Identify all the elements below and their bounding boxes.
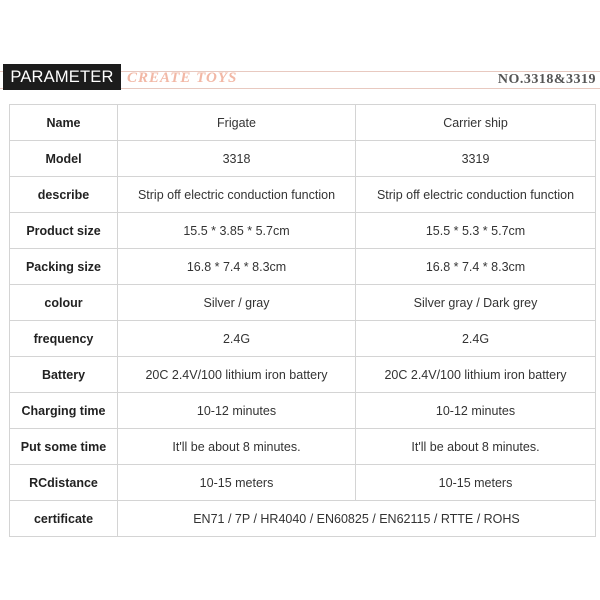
parameter-badge: PARAMETER xyxy=(3,64,121,90)
model-numbers: NO.3318&3319 xyxy=(497,72,596,87)
cell-carrier-ship: 20C 2.4V/100 lithium iron battery xyxy=(356,357,596,393)
cell-certificate-merged: EN71 / 7P / HR4040 / EN60825 / EN62115 / RTTE / ROHS xyxy=(118,501,596,537)
row-label: certificate xyxy=(10,501,118,537)
cell-carrier-ship: Carrier ship xyxy=(356,105,596,141)
cell-frigate: It'll be about 8 minutes. xyxy=(118,429,356,465)
cell-frigate: 3318 xyxy=(118,141,356,177)
row-label: Name xyxy=(10,105,118,141)
cell-carrier-ship: 15.5 * 5.3 * 5.7cm xyxy=(356,213,596,249)
row-label: Put some time xyxy=(10,429,118,465)
table-row-product-size xyxy=(10,213,596,249)
table-row-battery xyxy=(10,357,596,393)
row-label: describe xyxy=(10,177,118,213)
row-label: Model xyxy=(10,141,118,177)
row-label: RCdistance xyxy=(10,465,118,501)
cell-carrier-ship: 10-15 meters xyxy=(356,465,596,501)
cell-frigate: 10-15 meters xyxy=(118,465,356,501)
table-row-describe xyxy=(10,177,596,213)
cell-carrier-ship: 10-12 minutes xyxy=(356,393,596,429)
table-row-colour xyxy=(10,285,596,321)
table-row-packing-size xyxy=(10,249,596,285)
row-label: Product size xyxy=(10,213,118,249)
cell-carrier-ship: 16.8 * 7.4 * 8.3cm xyxy=(356,249,596,285)
cell-frigate: 2.4G xyxy=(118,321,356,357)
table-row-model xyxy=(10,141,596,177)
cell-carrier-ship: Strip off electric conduction function xyxy=(356,177,596,213)
brand-name: CREATE TOYS xyxy=(127,70,238,86)
cell-frigate: 20C 2.4V/100 lithium iron battery xyxy=(118,357,356,393)
row-label: frequency xyxy=(10,321,118,357)
table-row-charging-time xyxy=(10,393,596,429)
cell-frigate: 16.8 * 7.4 * 8.3cm xyxy=(118,249,356,285)
cell-carrier-ship: 2.4G xyxy=(356,321,596,357)
table-row-certificate xyxy=(10,501,596,537)
cell-carrier-ship: It'll be about 8 minutes. xyxy=(356,429,596,465)
parameter-table xyxy=(9,104,596,537)
table-row-put-some-time xyxy=(10,429,596,465)
cell-frigate: Silver / gray xyxy=(118,285,356,321)
row-label: Battery xyxy=(10,357,118,393)
row-label: Packing size xyxy=(10,249,118,285)
cell-frigate: 15.5 * 3.85 * 5.7cm xyxy=(118,213,356,249)
cell-carrier-ship: 3319 xyxy=(356,141,596,177)
cell-frigate: Frigate xyxy=(118,105,356,141)
table-row-frequency xyxy=(10,321,596,357)
row-label: colour xyxy=(10,285,118,321)
table-row-rc-distance xyxy=(10,465,596,501)
cell-frigate: Strip off electric conduction function xyxy=(118,177,356,213)
cell-carrier-ship: Silver gray / Dark grey xyxy=(356,285,596,321)
row-label: Charging time xyxy=(10,393,118,429)
cell-frigate: 10-12 minutes xyxy=(118,393,356,429)
table-row-name xyxy=(10,105,596,141)
